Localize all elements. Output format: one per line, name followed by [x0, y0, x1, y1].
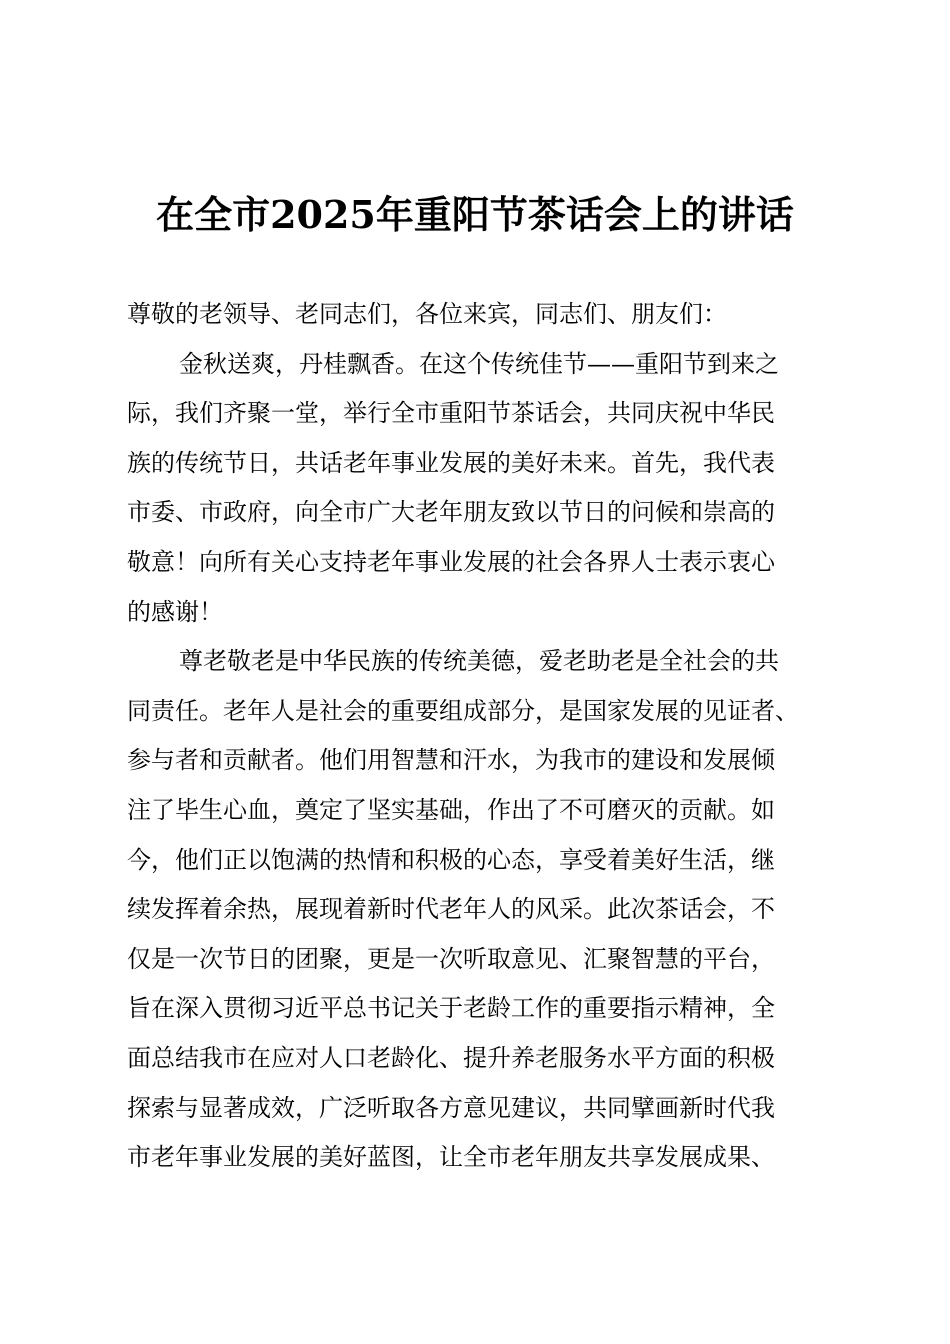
paragraph-line: 面总结我市在应对人口老龄化、提升养老服务水平方面的积极	[127, 1043, 775, 1072]
salutation-line: 尊敬的老领导、老同志们，各位来宾，同志们、朋友们：	[127, 300, 727, 328]
paragraph-line: 仅是一次节日的团聚，更是一次听取意见、汇聚智慧的平台，	[127, 944, 775, 973]
paragraph-line: 探索与显著成效，广泛听取各方意见建议，共同擘画新时代我	[127, 1093, 775, 1122]
paragraph-line: 际，我们齐聚一堂，举行全市重阳节茶话会，共同庆祝中华民	[127, 399, 775, 428]
paragraph-line: 市老年事业发展的美好蓝图，让全市老年朋友共享发展成果、	[127, 1143, 775, 1172]
paragraph-line: 敬意！向所有关心支持老年事业发展的社会各界人士表示衷心	[127, 547, 775, 576]
paragraph-line: 市委、市政府，向全市广大老年朋友致以节日的问候和崇高的	[127, 498, 775, 527]
paragraph-line: 续发挥着余热，展现着新时代老年人的风采。此次茶话会，不	[127, 895, 775, 924]
paragraph-line: 旨在深入贯彻习近平总书记关于老龄工作的重要指示精神，全	[127, 994, 775, 1023]
paragraph-line: 参与者和贡献者。他们用智慧和汗水，为我市的建设和发展倾	[127, 746, 775, 775]
paragraph-line: 金秋送爽，丹桂飘香。在这个传统佳节——重阳节到来之	[179, 349, 779, 378]
paragraph-line: 同责任。老年人是社会的重要组成部分，是国家发展的见证者、	[127, 696, 799, 725]
paragraph-line: 注了毕生心血，奠定了坚实基础，作出了不可磨灭的贡献。如	[127, 795, 775, 824]
paragraph-line: 族的传统节日，共话老年事业发展的美好未来。首先，我代表	[127, 448, 775, 477]
paragraph-line: 尊老敬老是中华民族的传统美德，爱老助老是全社会的共	[179, 647, 779, 676]
paragraph-line: 的感谢！	[127, 597, 223, 626]
paragraph-line: 今，他们正以饱满的热情和积极的心态，享受着美好生活，继	[127, 845, 775, 874]
document-body	[127, 290, 827, 1183]
document-title: 在全市2025年重阳节茶话会上的讲话	[156, 192, 794, 237]
